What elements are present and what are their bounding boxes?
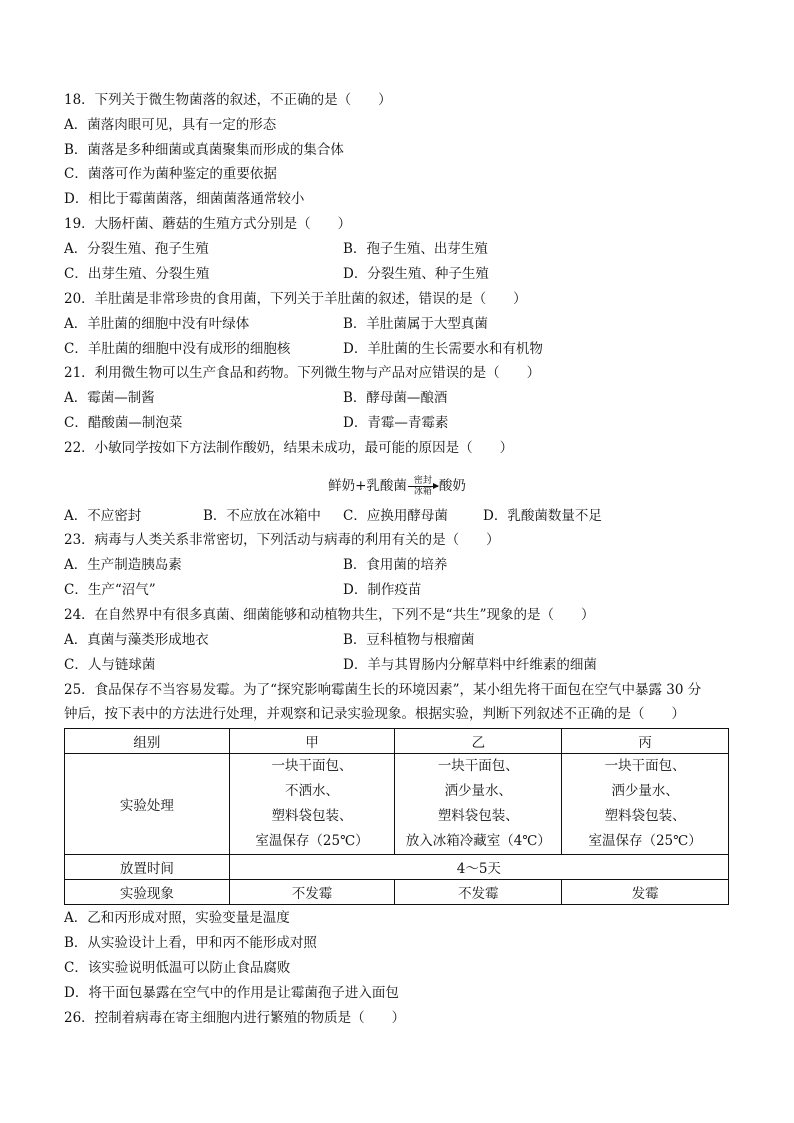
q24-stem: 24．在自然界中有很多真菌、细菌能够和动植物共生，下列不是“共生”现象的是（ ）: [64, 607, 595, 623]
q23-option-b: B．食用菌的培养: [343, 557, 448, 573]
q26-stem: 26．控制着病毒在寄主细胞内进行繁殖的物质是（ ）: [64, 1010, 406, 1026]
treatment-jia-line: 不洒水、: [285, 783, 340, 799]
formula-reactants: 鲜奶+乳酸菌: [328, 478, 407, 494]
treatment-bing-line: 一块干面包、: [604, 758, 686, 774]
q23-stem: 23．病毒与人类关系非常密切，下列活动与病毒的利用有关的是（ ）: [64, 532, 500, 548]
result-bing: 发霉: [562, 880, 729, 905]
header-jia: 甲: [229, 729, 395, 754]
treatment-yi-line: 洒少量水、: [444, 783, 513, 799]
q25-stem-line1: 25．食品保存不当容易发霉。为了“探究影响霉菌生长的环境因素”，某小组先将干面包在空气中暴露 30 分: [64, 682, 702, 698]
q24-option-d: D．羊与其胃肠内分解草料中纤维素的细菌: [343, 657, 597, 673]
header-bing: 丙: [562, 729, 729, 754]
row-label-result: 实验现象: [65, 880, 230, 905]
q20-stem: 20．羊肚菌是非常珍贵的食用菌，下列关于羊肚菌的叙述，错误的是（ ）: [64, 291, 527, 307]
table-header-row: [65, 729, 729, 754]
result-jia: 不发霉: [229, 880, 395, 905]
treatment-bing: [562, 754, 729, 855]
formula-arrow: [408, 486, 438, 487]
header-yi: 乙: [395, 729, 562, 754]
q18-option-d: D．相比于霉菌菌落，细菌菌落通常较小: [64, 191, 305, 207]
row-label-duration: 放置时间: [65, 855, 230, 880]
q22-option-c: C．应换用酵母菌: [343, 508, 448, 524]
q23-option-d: D．制作疫苗: [343, 582, 422, 598]
q25-option-d: D．将干面包暴露在空气中的作用是让霉菌孢子进入面包: [64, 985, 399, 1001]
q22-option-d: D．乳酸菌数量不足: [483, 508, 602, 524]
result-yi: 不发霉: [395, 880, 562, 905]
q21-option-b: B．酵母菌—酿酒: [343, 390, 448, 406]
treatment-jia-line: 一块干面包、: [271, 758, 353, 774]
q22-stem: 22．小敏同学按如下方法制作酸奶，结果未成功，最可能的原因是（ ）: [64, 440, 514, 456]
treatment-yi: [395, 754, 562, 855]
q24-option-c: C．人与链球菌: [64, 657, 156, 673]
q21-option-c: C．醋酸菌—制泡菜: [64, 415, 183, 431]
q23-option-c: C．生产“沼气”: [64, 582, 156, 598]
treatment-yi-line: 塑料袋包装、: [437, 808, 519, 824]
treatment-jia-line: 室温保存（25℃）: [255, 833, 369, 849]
q20-option-b: B．羊肚菌属于大型真菌: [343, 316, 488, 332]
header-group: 组别: [65, 729, 230, 754]
formula-condition: [408, 476, 438, 497]
q20-option-d: D．羊肚菌的生长需要水和有机物: [343, 341, 543, 357]
q18-stem: 18．下列关于微生物菌落的叙述，不正确的是（ ）: [64, 92, 392, 108]
q18-option-b: B．菌落是多种细菌或真菌聚集而形成的集合体: [64, 142, 344, 158]
q21-stem: 21．利用微生物可以生产食品和药物。下列微生物与产品对应错误的是（ ）: [64, 365, 541, 381]
treatment-bing-line: 室温保存（25℃）: [588, 833, 702, 849]
q21-option-d: D．青霉—青霉素: [343, 415, 449, 431]
q25-stem-line2: 钟后，按下表中的方法进行处理，并观察和记录实验现象。根据实验，判断下列叙述不正确的是（ ）: [64, 706, 685, 722]
q20-option-a: A．羊肚菌的细胞中没有叶绿体: [64, 316, 250, 332]
table-row-result: [65, 880, 729, 905]
treatment-jia: [229, 754, 395, 855]
formula-condition-bottom: 冰箱: [413, 487, 432, 497]
q18-option-c: C．菌落可作为菌种鉴定的重要依据: [64, 166, 277, 182]
q20-option-c: C．羊肚菌的细胞中没有成形的细胞核: [64, 341, 291, 357]
q19-stem: 19．大肠杆菌、蘑菇的生殖方式分别是（ ）: [64, 216, 352, 232]
q22-option-b: B．不应放在冰箱中: [203, 508, 321, 524]
q23-option-a: A．生产制造胰岛素: [64, 557, 182, 573]
q18-option-a: A．菌落肉眼可见，具有一定的形态: [64, 117, 277, 133]
treatment-yi-line: 放入冰箱冷藏室（4℃）: [405, 833, 551, 849]
duration-value: 4～5天: [229, 855, 728, 880]
treatment-jia-line: 塑料袋包装、: [271, 808, 353, 824]
q22-option-a: A．不应密封: [64, 508, 142, 524]
q25-option-c: C．该实验说明低温可以防止食品腐败: [64, 960, 291, 976]
q24-option-b: B．豆科植物与根瘤菌: [343, 632, 475, 648]
treatment-bing-line: 塑料袋包装、: [604, 808, 686, 824]
formula-condition-top: 密封: [413, 476, 432, 486]
table-row-treatment: [65, 754, 729, 855]
q19-option-d: D．分裂生殖、种子生殖: [343, 266, 489, 282]
formula-product: 酸奶: [438, 478, 466, 494]
treatment-yi-line: 一块干面包、: [437, 758, 519, 774]
q21-option-a: A．霉菌—制酱: [64, 390, 155, 406]
q19-option-c: C．出芽生殖、分裂生殖: [64, 266, 210, 282]
q25-option-b: B．从实验设计上看，甲和丙不能形成对照: [64, 935, 317, 951]
table-row-duration: [65, 855, 729, 880]
row-label-treatment: 实验处理: [65, 754, 230, 855]
q25-option-a: A．乙和丙形成对照，实验变量是温度: [64, 910, 290, 926]
q24-option-a: A．真菌与藻类形成地衣: [64, 632, 209, 648]
q19-option-b: B．孢子生殖、出芽生殖: [343, 241, 488, 257]
experiment-table: [64, 728, 729, 905]
yogurt-process-formula: [0, 474, 794, 497]
treatment-bing-line: 洒少量水、: [611, 783, 679, 799]
q19-option-a: A．分裂生殖、孢子生殖: [64, 241, 209, 257]
